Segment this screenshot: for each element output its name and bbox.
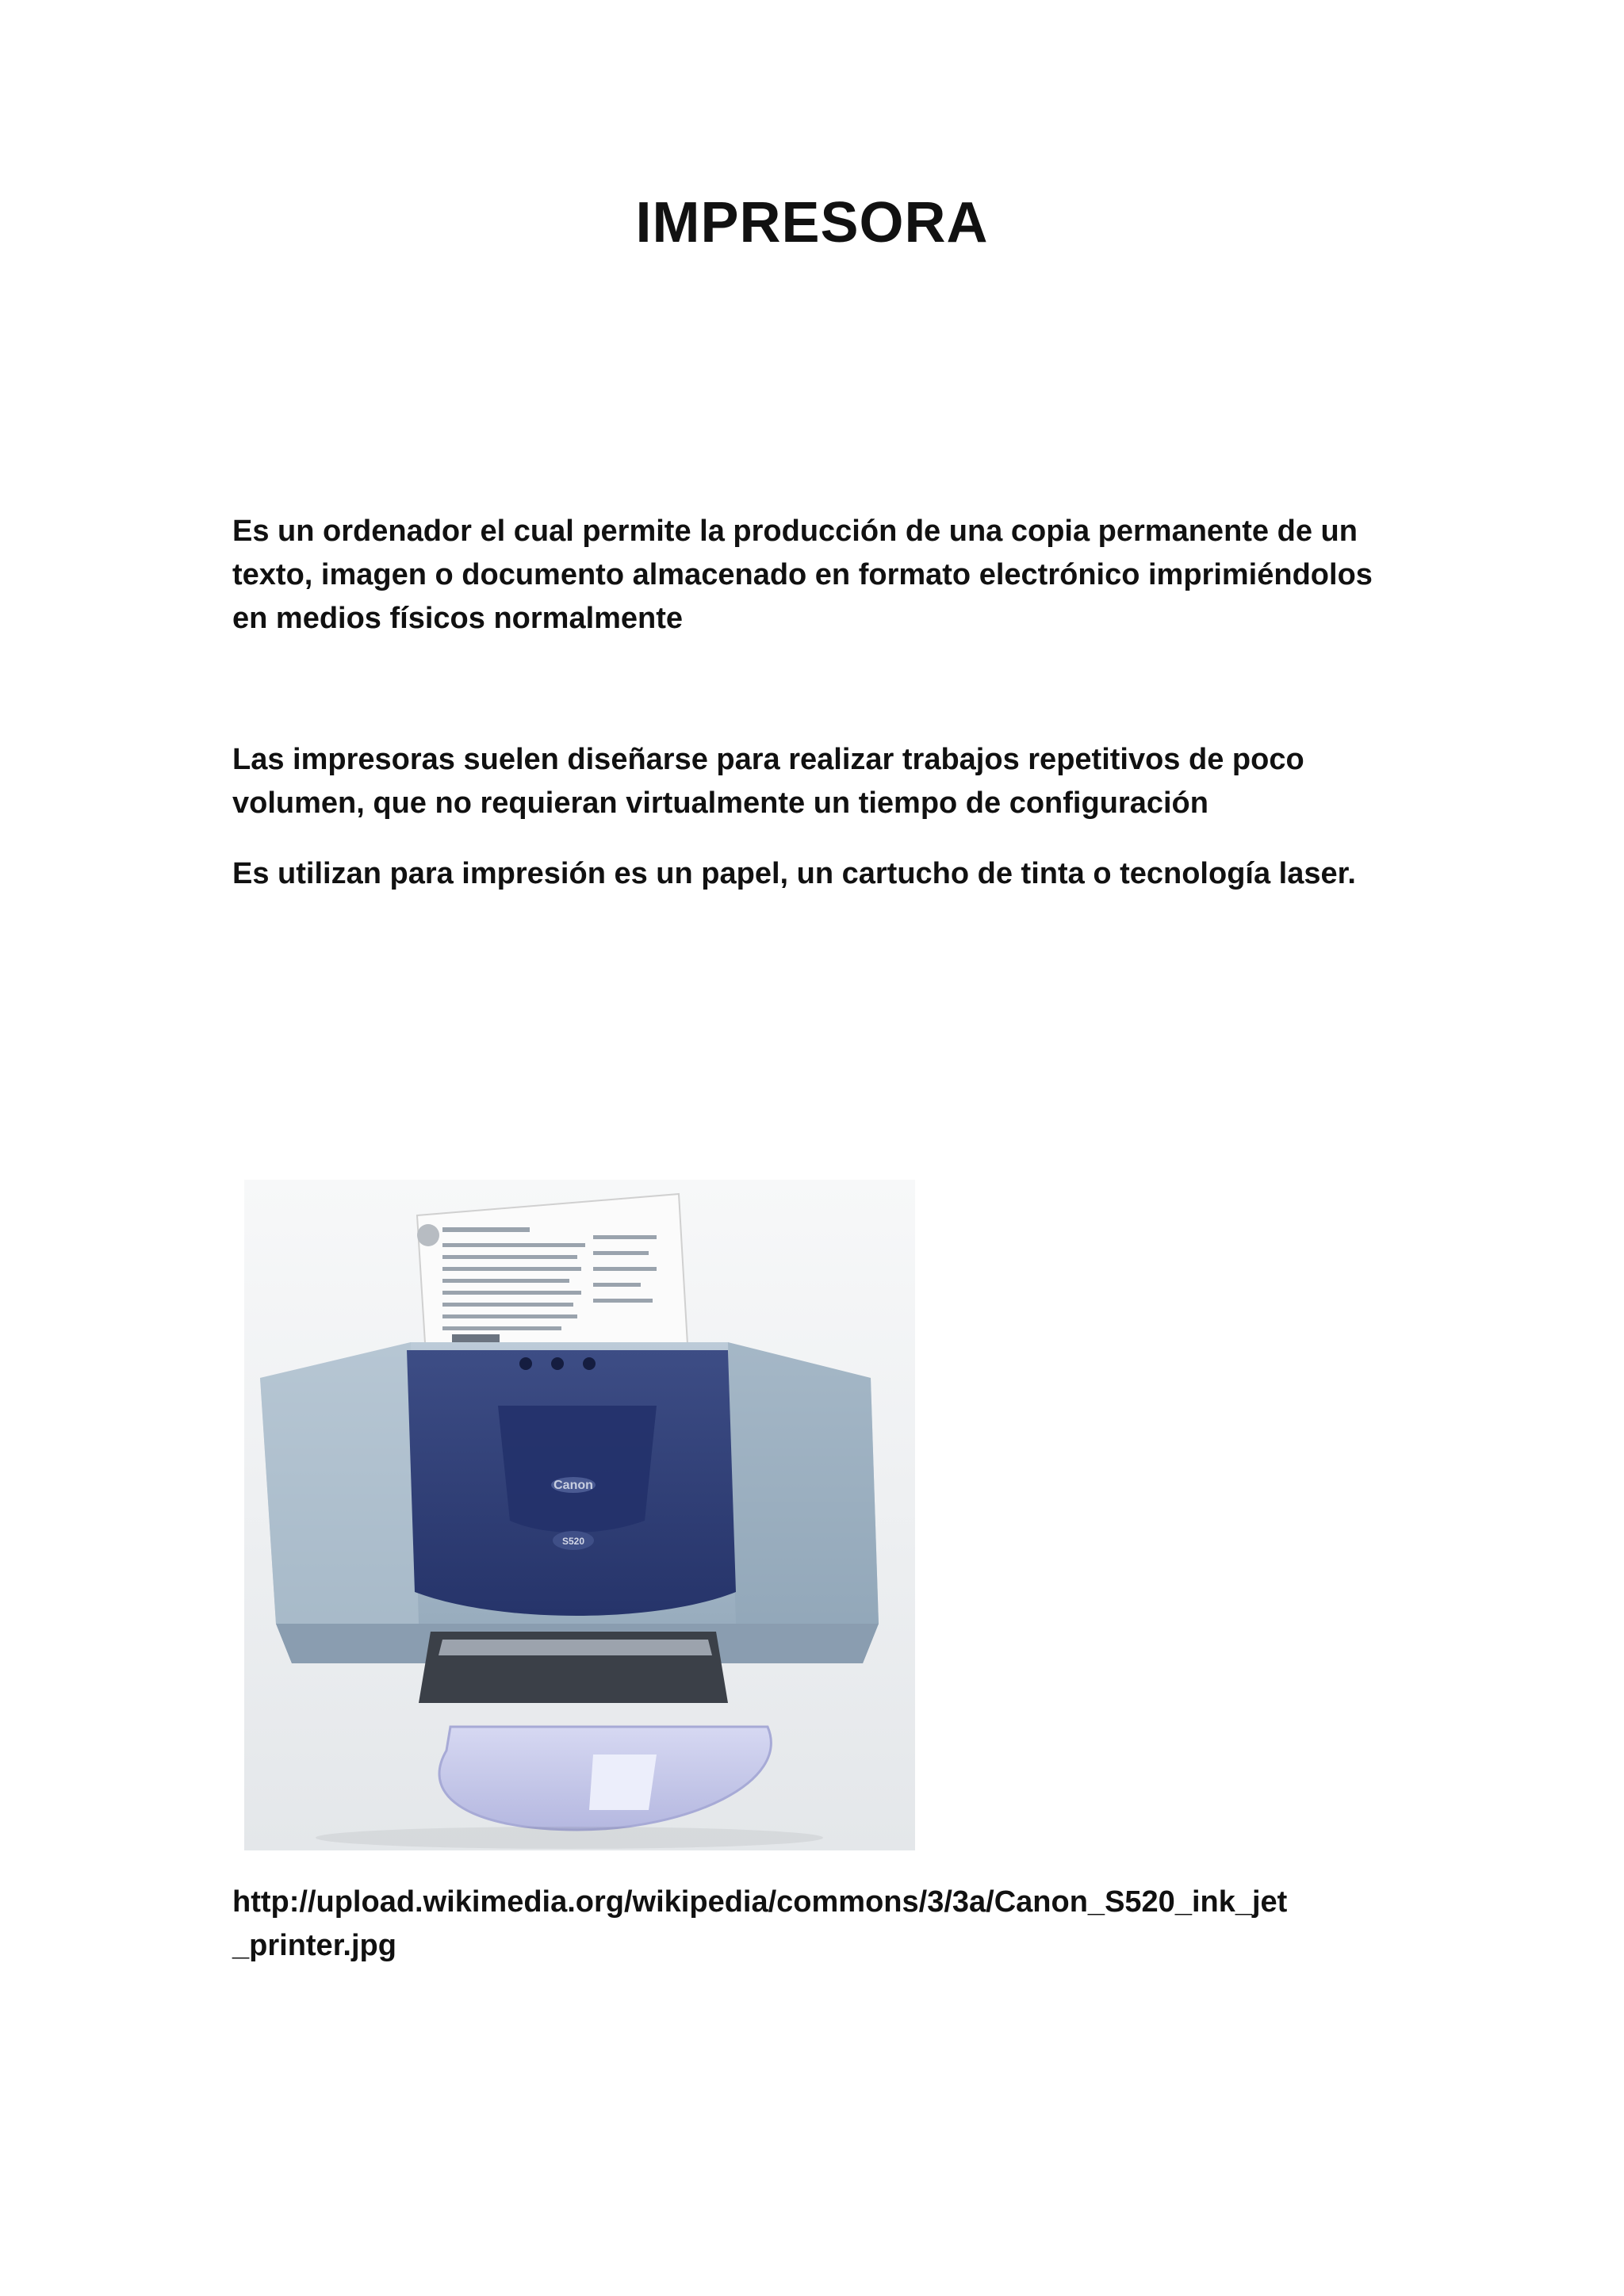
paragraph-design: Las impresoras suelen diseñarse para realizar trabajos repetitivos de poco volumen, que no requieran virtualmente un tiempo de configuración	[232, 743, 1304, 820]
paragraph-definition: Es un ordenador el cual permite la producción de una copia permanente de un texto, imagen o documento almacenado en formato electrónico imprimiéndolos en medios físicos normalmente	[232, 515, 1373, 635]
printer-photo	[244, 1180, 915, 1850]
source-link[interactable]	[232, 1881, 1406, 1968]
source-link-line2: _printer.jpg	[232, 1929, 396, 1962]
model-badge: S520	[561, 1536, 585, 1547]
paragraph-materials: Es utilizan para impresión es un papel, un cartucho de tinta o tecnología laser.	[232, 857, 1356, 890]
brand-logo: Canon	[553, 1479, 593, 1492]
page-title: IMPRESORA	[635, 191, 989, 254]
source-link-line1: http://upload.wikimedia.org/wikipedia/commons/3/3a/Canon_S520_ink_jet	[232, 1885, 1288, 1919]
output-tray	[419, 1632, 771, 1830]
front-panel	[407, 1350, 736, 1616]
